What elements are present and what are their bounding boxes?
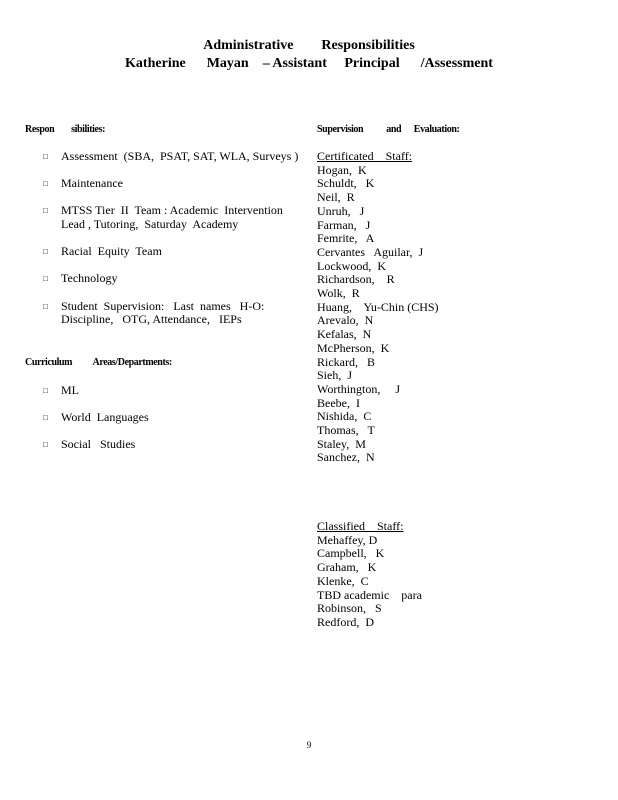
list-item xyxy=(45,300,310,327)
classified-staff-header: Classified Staff: xyxy=(317,519,404,533)
staff-name: Femrite, A xyxy=(317,231,375,246)
staff-name: Staley, M xyxy=(317,436,366,451)
staff-name: Graham, K xyxy=(317,560,377,575)
list-item xyxy=(45,272,310,286)
classified-staff-section xyxy=(317,520,422,630)
square-bullet-icon: □ xyxy=(43,152,48,161)
staff-name: Schuldt, K xyxy=(317,176,375,191)
staff-name: Huang, Yu-Chin (CHS) xyxy=(317,299,439,314)
staff-name: Sanchez, N xyxy=(317,450,375,465)
square-bullet-icon: □ xyxy=(43,247,48,257)
staff-name: Arevalo, N xyxy=(317,313,374,328)
list-item-text: Student Supervision: Last names H-O: xyxy=(61,298,265,313)
staff-name: Worthington, J xyxy=(317,381,401,396)
list-item-text: Technology xyxy=(61,271,118,286)
staff-name: Mehaffey, D xyxy=(317,532,378,547)
staff-name: Cervantes Aguilar, J xyxy=(317,244,424,259)
list-item-text: Lead , Tutoring, Saturday Academy xyxy=(61,216,239,231)
staff-name: Kefalas, N xyxy=(317,327,372,342)
supervision-header: Supervision and Evaluation: xyxy=(317,124,460,135)
page-number: 9 xyxy=(306,740,312,750)
staff-name: Robinson, S xyxy=(317,601,382,616)
staff-name: Wolk, R xyxy=(317,286,360,301)
staff-name: Rickard, B xyxy=(317,354,375,369)
staff-name: Neil, R xyxy=(317,190,355,205)
list-item xyxy=(45,438,310,452)
square-bullet-icon: □ xyxy=(43,413,48,423)
certificated-staff-section xyxy=(317,150,439,465)
curriculum-list xyxy=(45,384,310,452)
staff-name: Klenke, C xyxy=(317,573,369,588)
curriculum-header: Curriculum Areas/Departments: xyxy=(25,357,172,368)
responsibilities-header: Respon sibilities: xyxy=(25,124,106,135)
list-item xyxy=(45,177,310,191)
responsibilities-list xyxy=(45,150,310,327)
list-item xyxy=(45,204,310,231)
document-subtitle: Katherine Mayan – Assistant Principal /Assessment xyxy=(125,56,493,71)
square-bullet-icon: □ xyxy=(43,301,48,311)
square-bullet-icon: □ xyxy=(43,440,48,450)
list-item-text: Maintenance xyxy=(61,176,123,191)
staff-name: Farman, J xyxy=(317,217,371,232)
staff-name: Sieh, J xyxy=(317,368,353,383)
staff-name: Unruh, J xyxy=(317,203,365,218)
classified-staff-list xyxy=(317,534,422,630)
staff-name: Beebe, I xyxy=(317,395,360,410)
staff-name: Nishida, C xyxy=(317,409,372,424)
staff-name: McPherson, K xyxy=(317,340,390,355)
square-bullet-icon: □ xyxy=(43,274,48,284)
list-item-text: Social Studies xyxy=(61,437,136,452)
staff-name: Redford, D xyxy=(317,614,374,629)
certificated-staff-header: Certificated Staff: xyxy=(317,149,413,163)
list-item xyxy=(45,245,310,259)
document-title: Administrative Responsibilities xyxy=(203,38,415,53)
staff-name: TBD academic para xyxy=(317,587,422,602)
staff-name: Lockwood, K xyxy=(317,258,386,273)
staff-name: Thomas, T xyxy=(317,423,375,438)
list-item xyxy=(45,411,310,425)
square-bullet-icon: □ xyxy=(43,179,48,189)
certificated-staff-list xyxy=(317,164,439,465)
list-item-text: Racial Equity Team xyxy=(61,244,162,259)
staff-name: Hogan, K xyxy=(317,162,367,177)
square-bullet-icon: □ xyxy=(43,386,48,395)
list-item-text: Assessment (SBA, PSAT, SAT, WLA, Surveys ) xyxy=(61,149,299,163)
list-item-text: World Languages xyxy=(61,410,149,425)
staff-name: Campbell, K xyxy=(317,546,385,561)
list-item-text: ML xyxy=(61,383,79,397)
list-item-text: MTSS Tier II Team : Academic Intervention xyxy=(61,203,283,218)
list-item xyxy=(45,150,310,164)
list-item-text: Discipline, OTG, Attendance, IEPs xyxy=(61,312,242,327)
list-item xyxy=(45,384,310,398)
square-bullet-icon: □ xyxy=(43,206,48,216)
staff-name: Richardson, R xyxy=(317,272,395,287)
